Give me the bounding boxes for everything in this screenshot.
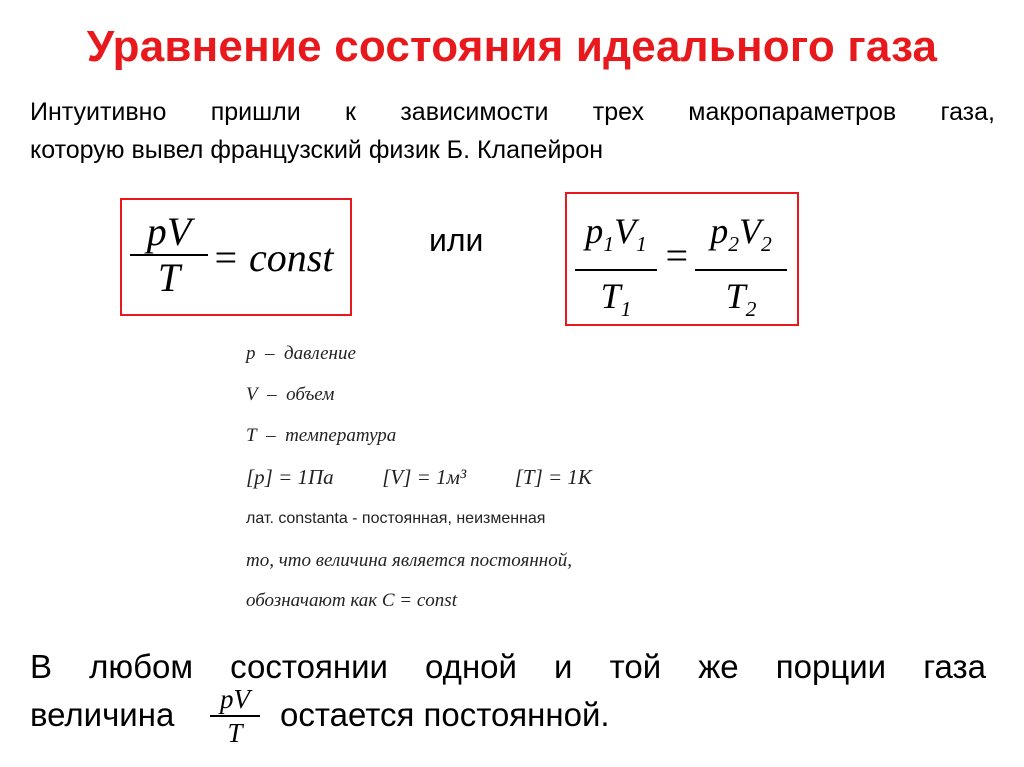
formula-box-clapeyron	[565, 192, 799, 326]
intro-line-1: Интуитивно пришли к зависимости трех макропараметров газа,	[30, 98, 995, 126]
fraction-right	[695, 206, 787, 334]
intro-paragraph	[30, 93, 995, 169]
legend-row-temperature	[246, 425, 396, 447]
conclusion-line-2	[30, 684, 986, 751]
conclusion-paragraph	[30, 643, 986, 751]
or-label: или	[429, 222, 484, 258]
legend-dash: –	[267, 384, 277, 405]
conclusion-tail: остается постоянной.	[280, 696, 610, 733]
legend-notation-note: обозначают как C = const	[246, 590, 457, 611]
legend-units-row	[246, 465, 592, 490]
fraction-denominator: T	[157, 255, 181, 300]
formula-rhs: = const	[212, 235, 334, 280]
unit-pressure: [p] = 1Па	[246, 465, 334, 489]
inline-fraction-pv-over-t	[210, 683, 260, 749]
fraction-denominator: T	[227, 717, 243, 748]
unit-volume: [V] = 1м³	[382, 465, 467, 489]
slide-title: Уравнение состояния идеального газа	[86, 22, 938, 71]
equals-sign: =	[663, 233, 690, 278]
legend-text: давление	[284, 343, 356, 364]
fraction-left-denominator: $T_1$	[600, 276, 632, 322]
legend-symbol: V	[246, 384, 258, 405]
legend-row-volume	[246, 384, 334, 406]
fraction-numerator: pV	[220, 684, 250, 714]
legend-dash: –	[266, 425, 276, 446]
fraction-numerator: pV	[146, 209, 192, 254]
fraction-right-numerator: $p_2V_2$	[710, 211, 772, 257]
legend-latin-note: лат. constanta - постоянная, неизменная	[246, 510, 546, 527]
legend-dash: –	[265, 343, 275, 364]
formula-box-const	[120, 198, 352, 316]
fraction-pv-over-t	[130, 210, 208, 300]
legend-symbol: T	[246, 425, 257, 446]
legend-row-pressure	[246, 343, 356, 365]
fraction-right-denominator: $T_2$	[725, 276, 757, 322]
fraction-left-numerator: $p_1V_1$	[585, 211, 647, 257]
conclusion-word: величина	[30, 696, 175, 733]
legend-text: температура	[285, 425, 397, 446]
intro-line-2: которую вывел французский физик Б. Клапейрон	[30, 136, 604, 164]
legend-symbol: p	[246, 343, 256, 364]
legend-text: объем	[286, 384, 335, 405]
fraction-left	[575, 206, 657, 334]
legend-meaning-note: то, что величина является постоянной,	[246, 550, 572, 571]
unit-temperature: [T] = 1K	[514, 465, 592, 489]
conclusion-line-1: В любом состоянии одной и той же порции газа	[30, 648, 986, 685]
